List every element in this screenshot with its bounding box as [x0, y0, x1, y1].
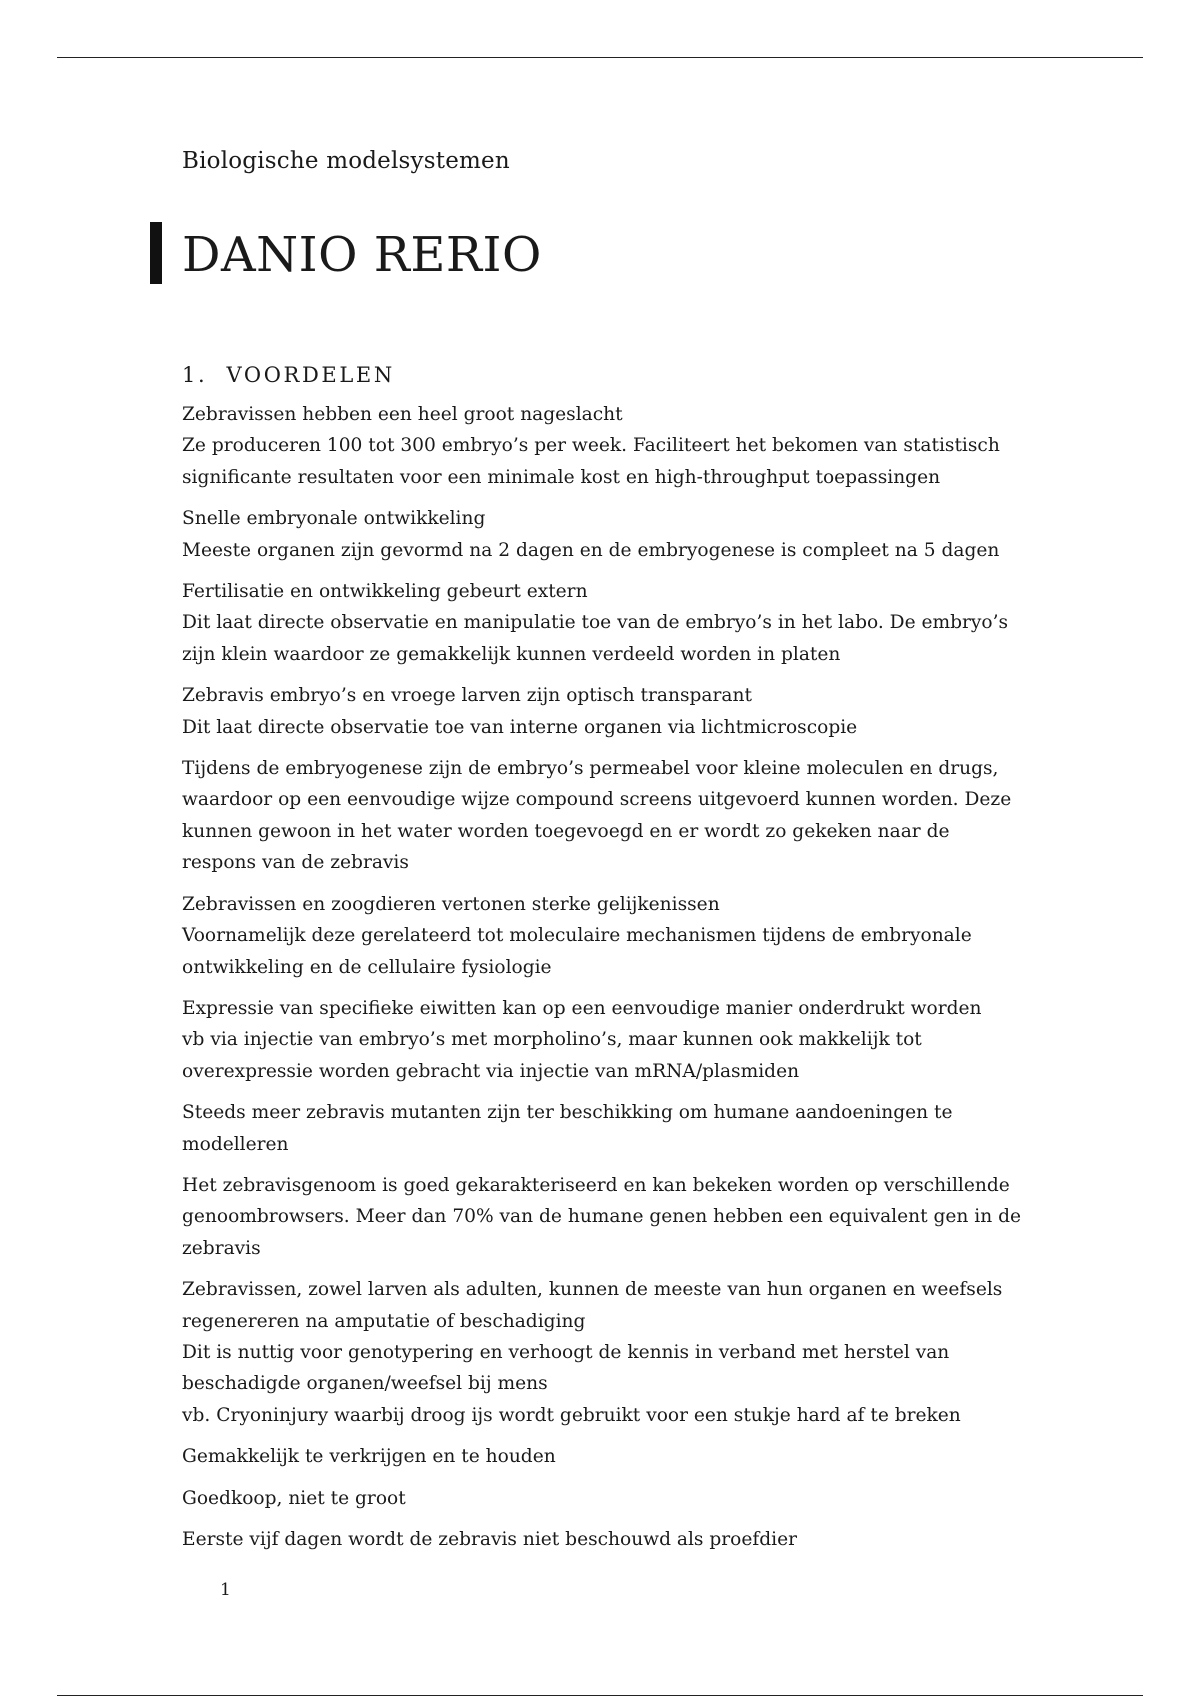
- paragraph-line: regenereren na amputatie of beschadiging: [182, 1310, 586, 1332]
- paragraph-line: zijn klein waardoor ze gemakkelijk kunnen verdeeld worden in platen: [182, 643, 841, 665]
- paragraph: [182, 889, 1042, 983]
- paragraph: [182, 1483, 1042, 1514]
- section-body: [182, 399, 1042, 1565]
- paragraph: [182, 993, 1042, 1087]
- paragraph-line: ontwikkeling en de cellulaire fysiologie: [182, 956, 552, 978]
- paragraph-line: significante resultaten voor een minimale kost en high-throughput toepassingen: [182, 466, 941, 488]
- paragraph: [182, 1524, 1042, 1555]
- paragraph-line: Zebravis embryo’s en vroege larven zijn optisch transparant: [182, 685, 752, 707]
- paragraph: [182, 576, 1042, 670]
- paragraph-line: Gemakkelijk te verkrijgen en te houden: [182, 1446, 556, 1468]
- paragraph: [182, 753, 1042, 879]
- paragraph-line: Fertilisatie en ontwikkeling gebeurt extern: [182, 581, 588, 603]
- paragraph-line: Steeds meer zebravis mutanten zijn ter beschikking om humane aandoeningen te: [182, 1102, 953, 1124]
- paragraph: [182, 1170, 1042, 1264]
- section-number: 1.: [182, 363, 208, 387]
- paragraph-line: vb. Cryoninjury waarbij droog ijs wordt gebruikt voor een stukje hard af te breken: [182, 1404, 961, 1426]
- paragraph-line: modelleren: [182, 1133, 289, 1155]
- paragraph-line: Zebravissen en zoogdieren vertonen sterke gelijkenissen: [182, 893, 720, 915]
- paragraph-line: Voornamelijk deze gerelateerd tot moleculaire mechanismen tijdens de embryonale: [182, 925, 972, 947]
- paragraph-line: Goedkoop, niet te groot: [182, 1487, 406, 1509]
- paragraph: [182, 1441, 1042, 1472]
- paragraph-line: Het zebravisgenoom is goed gekarakteriseerd en kan bekeken worden op verschillende: [182, 1174, 1010, 1196]
- paragraph-line: respons van de zebravis: [182, 852, 409, 874]
- paragraph-line: Dit laat directe observatie toe van interne organen via lichtmicroscopie: [182, 716, 858, 738]
- paragraph-line: Zebravissen hebben een heel groot nageslacht: [182, 404, 623, 425]
- section-title: VOORDELEN: [226, 363, 395, 387]
- page-number: 1: [220, 1580, 231, 1600]
- paragraph-line: Tijdens de embryogenese zijn de embryo’s permeabel voor kleine moleculen en drugs,: [182, 758, 999, 780]
- paragraph-line: Ze produceren 100 tot 300 embryo’s per week. Faciliteert het bekomen van statistisch: [182, 435, 1000, 457]
- paragraph-line: genoombrowsers. Meer dan 70% van de humane genen hebben een equivalent gen in de: [182, 1206, 1021, 1228]
- header-rule: [57, 57, 1143, 58]
- paragraph-line: Dit laat directe observatie en manipulatie toe van de embryo’s in het labo. De embryo’s: [182, 612, 1009, 634]
- paragraph: [182, 1274, 1042, 1431]
- paragraph-line: Snelle embryonale ontwikkeling: [182, 508, 486, 530]
- paragraph-line: zebravis: [182, 1237, 261, 1259]
- paragraph-line: Eerste vijf dagen wordt de zebravis niet beschouwd als proefdier: [182, 1529, 798, 1550]
- paragraph-line: waardoor op een eenvoudige wijze compound screens uitgevoerd kunnen worden. Deze: [182, 789, 1012, 811]
- section-heading: [182, 360, 395, 390]
- paragraph: [182, 1097, 1042, 1160]
- footer-rule: [57, 1695, 1143, 1696]
- paragraph: [182, 503, 1042, 566]
- paragraph-line: overexpressie worden gebracht via injectie van mRNA/plasmiden: [182, 1060, 800, 1082]
- document-subtitle: Biologische modelsystemen: [182, 148, 510, 174]
- document-title: DANIO RERIO: [182, 227, 542, 283]
- paragraph: [182, 399, 1042, 493]
- paragraph-line: Meeste organen zijn gevormd na 2 dagen en de embryogenese is compleet na 5 dagen: [182, 539, 1000, 561]
- paragraph-line: Expressie van specifieke eiwitten kan op een eenvoudige manier onderdrukt worden: [182, 997, 982, 1019]
- paragraph-line: kunnen gewoon in het water worden toegevoegd en er wordt zo gekeken naar de: [182, 820, 950, 842]
- paragraph-line: beschadigde organen/weefsel bij mens: [182, 1373, 548, 1395]
- paragraph-line: Zebravissen, zowel larven als adulten, kunnen de meeste van hun organen en weefsels: [182, 1279, 1003, 1301]
- paragraph-line: vb via injectie van embryo’s met morpholino’s, maar kunnen ook makkelijk tot: [182, 1029, 922, 1051]
- title-accent-bar: [150, 222, 162, 284]
- paragraph: [182, 680, 1042, 743]
- paragraph-line: Dit is nuttig voor genotypering en verhoogt de kennis in verband met herstel van: [182, 1341, 950, 1363]
